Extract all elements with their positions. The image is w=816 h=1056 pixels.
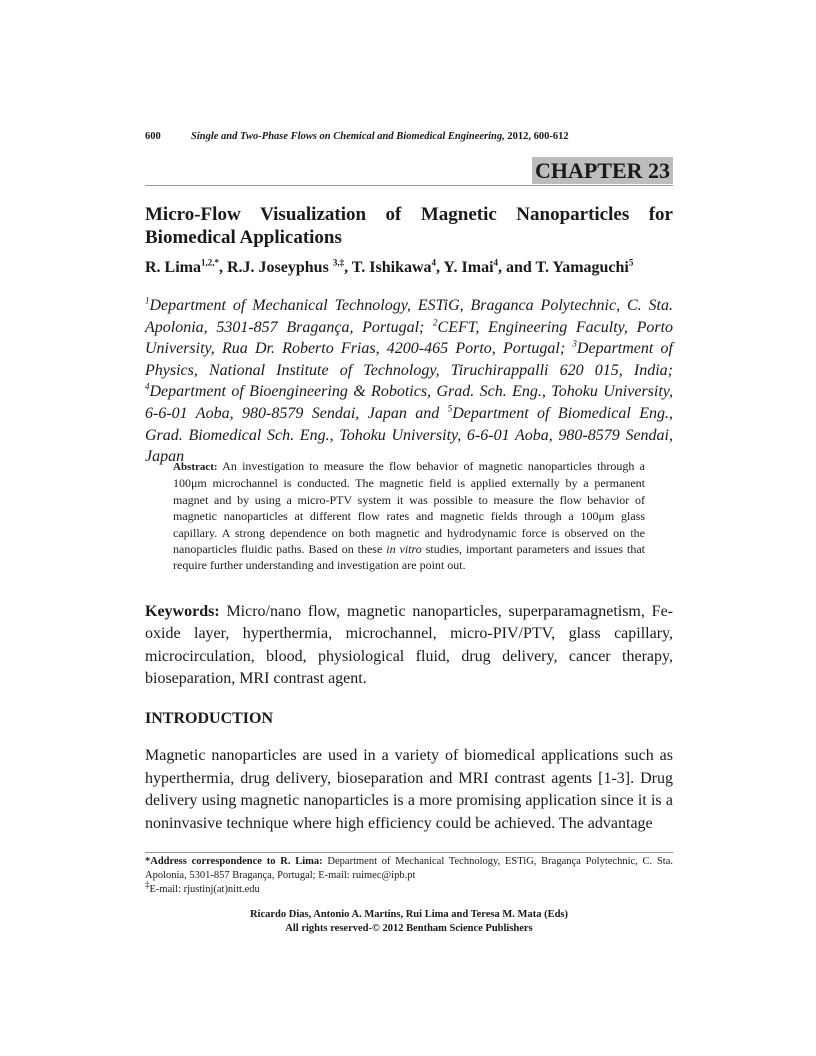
affil-sup: 1: [145, 295, 150, 306]
abstract-text: An investigation to measure the flow behavior of magnetic nanoparticles through a 100μm microchannel is conducted. The magnetic field is applied externally by a permanent magnet and by using a micro-PTV system it was possible to measure the flow behavior of magnetic nanoparticles at different flow rates and magnetic fields through a 100μm glass capillary. A strong dependence on both magnetic and hydrodynamic force is observed on the nanoparticles fluidic paths. Based on these: [173, 459, 645, 557]
footnote-email: E-mail: rjustinj(at)nitt.edu: [149, 884, 260, 895]
abstract-label: Abstract:: [173, 461, 218, 473]
publisher-info: [145, 908, 673, 936]
separator: ,: [219, 259, 227, 276]
year-pages: 2012, 600-612: [504, 131, 569, 142]
title-word: of: [385, 204, 402, 225]
chapter-label: CHAPTER 23: [532, 157, 673, 184]
section-heading: INTRODUCTION: [145, 710, 274, 727]
author: R. Lima: [145, 259, 201, 276]
page-number: 600: [145, 131, 161, 142]
affil-sup: 3: [572, 338, 577, 349]
editors: Ricardo Dias, Antonio A. Martins, Rui Lima and Teresa M. Mata (Eds): [249, 909, 569, 920]
copyright: All rights reserved-© 2012 Bentham Science Publishers: [285, 923, 533, 934]
author-sup: 3,‡: [332, 257, 345, 268]
affiliation: Department of Physics, National Institute of Technology, Tiruchirappalli 620 015, India;: [145, 340, 674, 379]
separator: ,: [344, 259, 352, 276]
author-sup: 4: [431, 257, 437, 268]
footnote: [145, 855, 673, 897]
affiliation: Department of Biomedical Eng., Grad. Biomedical Sch. Eng., Tohoku University, 6-6-01 Aoba, 980-8579 Sendai, Japan: [145, 404, 674, 466]
author: R.J. Joseyphus: [227, 259, 333, 276]
title-word: Micro-Flow: [145, 204, 241, 225]
footnote-divider: [145, 852, 673, 853]
journal-title: Single and Two-Phase Flows on Chemical and Biomedical Engineering,: [191, 131, 505, 142]
author: T. Ishikawa: [351, 259, 432, 276]
affil-sup: 5: [447, 403, 453, 414]
footnote-text: Department of Mechanical Technology, ESTiG, Bragança Polytechnic, C. Sta. Apolonia, 5301-857 Bragança, Portugal; E-mail: ruimec@ipb.pt: [145, 856, 673, 881]
title-word: Magnetic: [420, 204, 497, 225]
title-word: Visualization: [260, 204, 367, 225]
keywords: [145, 601, 673, 691]
author-sup: 5: [628, 257, 634, 268]
affil-sup: 4: [145, 382, 150, 393]
separator: , and: [498, 259, 536, 276]
author-sup: 4: [493, 257, 499, 268]
author: T. Yamaguchi: [535, 259, 629, 276]
footnote-label: *Address correspondence to R. Lima:: [145, 856, 323, 867]
author: Y. Imai: [443, 259, 494, 276]
author-list: [145, 259, 633, 277]
running-head: [145, 131, 569, 142]
title-word: for: [648, 204, 673, 225]
keywords-text: Micro/nano flow, magnetic nanoparticles, superparamagnetism, Fe-oxide layer, hyperthermia, microchannel, micro-PIV/PTV, glass capillary, microcirculation, blood, physiological fluid, drug delivery, cancer therapy, bioseparation, MRI contrast agent.: [145, 603, 673, 688]
title-line-2: Biomedical Applications: [145, 227, 342, 248]
title-word: Nanoparticles: [516, 204, 630, 225]
header-divider: [145, 185, 673, 186]
footnote-mark: ‡: [145, 879, 150, 890]
affiliation: CEFT, Engineering Faculty, Porto University, Rua Dr. Roberto Frias, 4200-465 Porto, Portugal;: [145, 318, 674, 358]
intro-paragraph: Magnetic nanoparticles are used in a variety of biomedical applications such as hyperthermia, drug delivery, bioseparation and MRI contrast agents [1-3]. Drug delivery using magnetic nanoparticles is a more promising application since it is a noninvasive technique where high efficiency could be achieved. The advantage: [145, 747, 673, 832]
affiliations: [145, 295, 673, 468]
abstract: [173, 458, 645, 574]
article-title: [145, 203, 673, 249]
keywords-label: Keywords:: [145, 603, 220, 620]
affiliation: Department of Mechanical Technology, ESTiG, Braganca Polytechnic, C. Sta. Apolonia, 5301-857 Bragança, Portugal;: [145, 297, 673, 336]
abstract-text: studies, important parameters and issues that require further understanding and investigation are point out.: [173, 542, 645, 573]
abstract-italic: in vitro: [386, 542, 422, 557]
affil-sup: 2: [433, 317, 438, 328]
author-sup: 1,2,*: [201, 257, 219, 268]
separator: ,: [436, 259, 444, 276]
affiliation: Department of Bioengineering & Robotics, Grad. Sch. Eng., Tohoku University, 6-6-01 Aoba, 980-8579 Sendai, Japan and: [145, 383, 673, 422]
